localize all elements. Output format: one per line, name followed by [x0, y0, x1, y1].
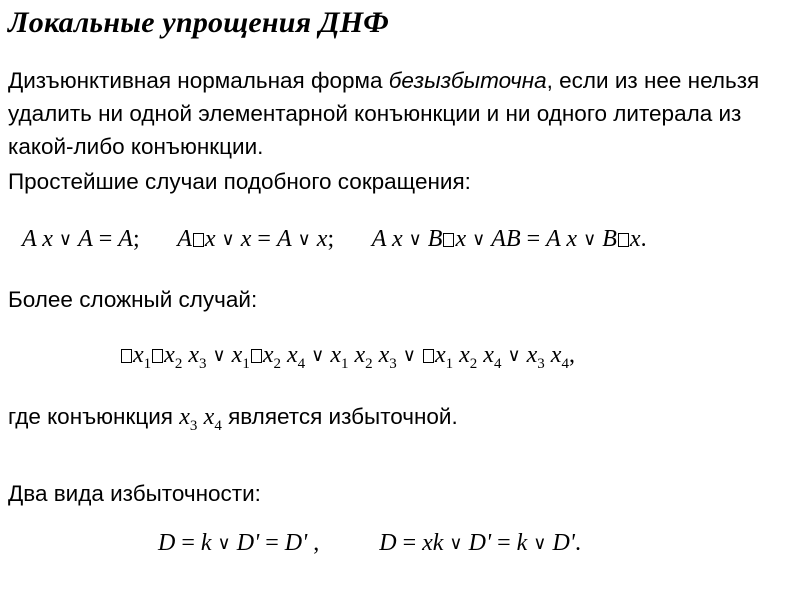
negation-box-icon	[251, 349, 262, 363]
or-icon: ∨	[311, 345, 325, 365]
or-icon: ∨	[221, 229, 235, 249]
redundant-conjunction-note: где конъюнкция $x_3$ $x_4$ является избыточной.	[8, 404, 458, 434]
or-icon: ∨	[408, 229, 422, 249]
slide-title: Локальные упрощения ДНФ	[8, 6, 389, 39]
or-icon: ∨	[449, 533, 463, 553]
negation-box-icon	[121, 349, 132, 363]
or-icon: ∨	[583, 229, 597, 249]
negation-box-icon	[443, 233, 454, 247]
or-icon: ∨	[297, 229, 311, 249]
negation-box-icon	[618, 233, 629, 247]
simple-cases-heading: Простейшие случаи подобного сокращения:	[8, 169, 471, 194]
complex-case-formula: $x_1$ $x_2$ $x_3$ ∨ $x_1$ $x_2$ $x_4$ ∨ $x_1$ $x_2$ $x_3$ ∨ $x_1$ $x_2$ $x_4$ ∨ $x_3$ $x_4$,	[120, 342, 575, 373]
definition-text-start: Дизъюнктивная нормальная форма	[8, 68, 389, 93]
simple-cases-formula: A x ∨ A = A; A x ∨ x = A ∨ x; A x ∨ B x ∨ AB = A x ∨ B x.	[22, 226, 647, 252]
or-icon: ∨	[402, 345, 416, 365]
or-icon: ∨	[533, 533, 547, 553]
redundancy-types-heading: Два вида избыточности:	[8, 481, 261, 506]
or-icon: ∨	[217, 533, 231, 553]
definition-paragraph	[8, 64, 778, 163]
or-icon: ∨	[507, 345, 521, 365]
or-icon: ∨	[472, 229, 486, 249]
or-icon: ∨	[58, 229, 73, 249]
negation-box-icon	[193, 233, 204, 247]
redundancy-types-formula: D = k ∨ D' = D' , D = xk ∨ D' = k ∨ D'.	[158, 530, 581, 556]
complex-case-heading: Более сложный случай:	[8, 287, 258, 312]
negation-box-icon	[152, 349, 163, 363]
or-icon: ∨	[212, 345, 226, 365]
negation-box-icon	[423, 349, 434, 363]
definition-term: безызбыточна	[388, 68, 547, 93]
definition-text-end: , если из нее нельзя удалить ни одной элементарной конъюнкции и ни одного литерала из какой-либо конъюнкции.	[8, 68, 760, 159]
